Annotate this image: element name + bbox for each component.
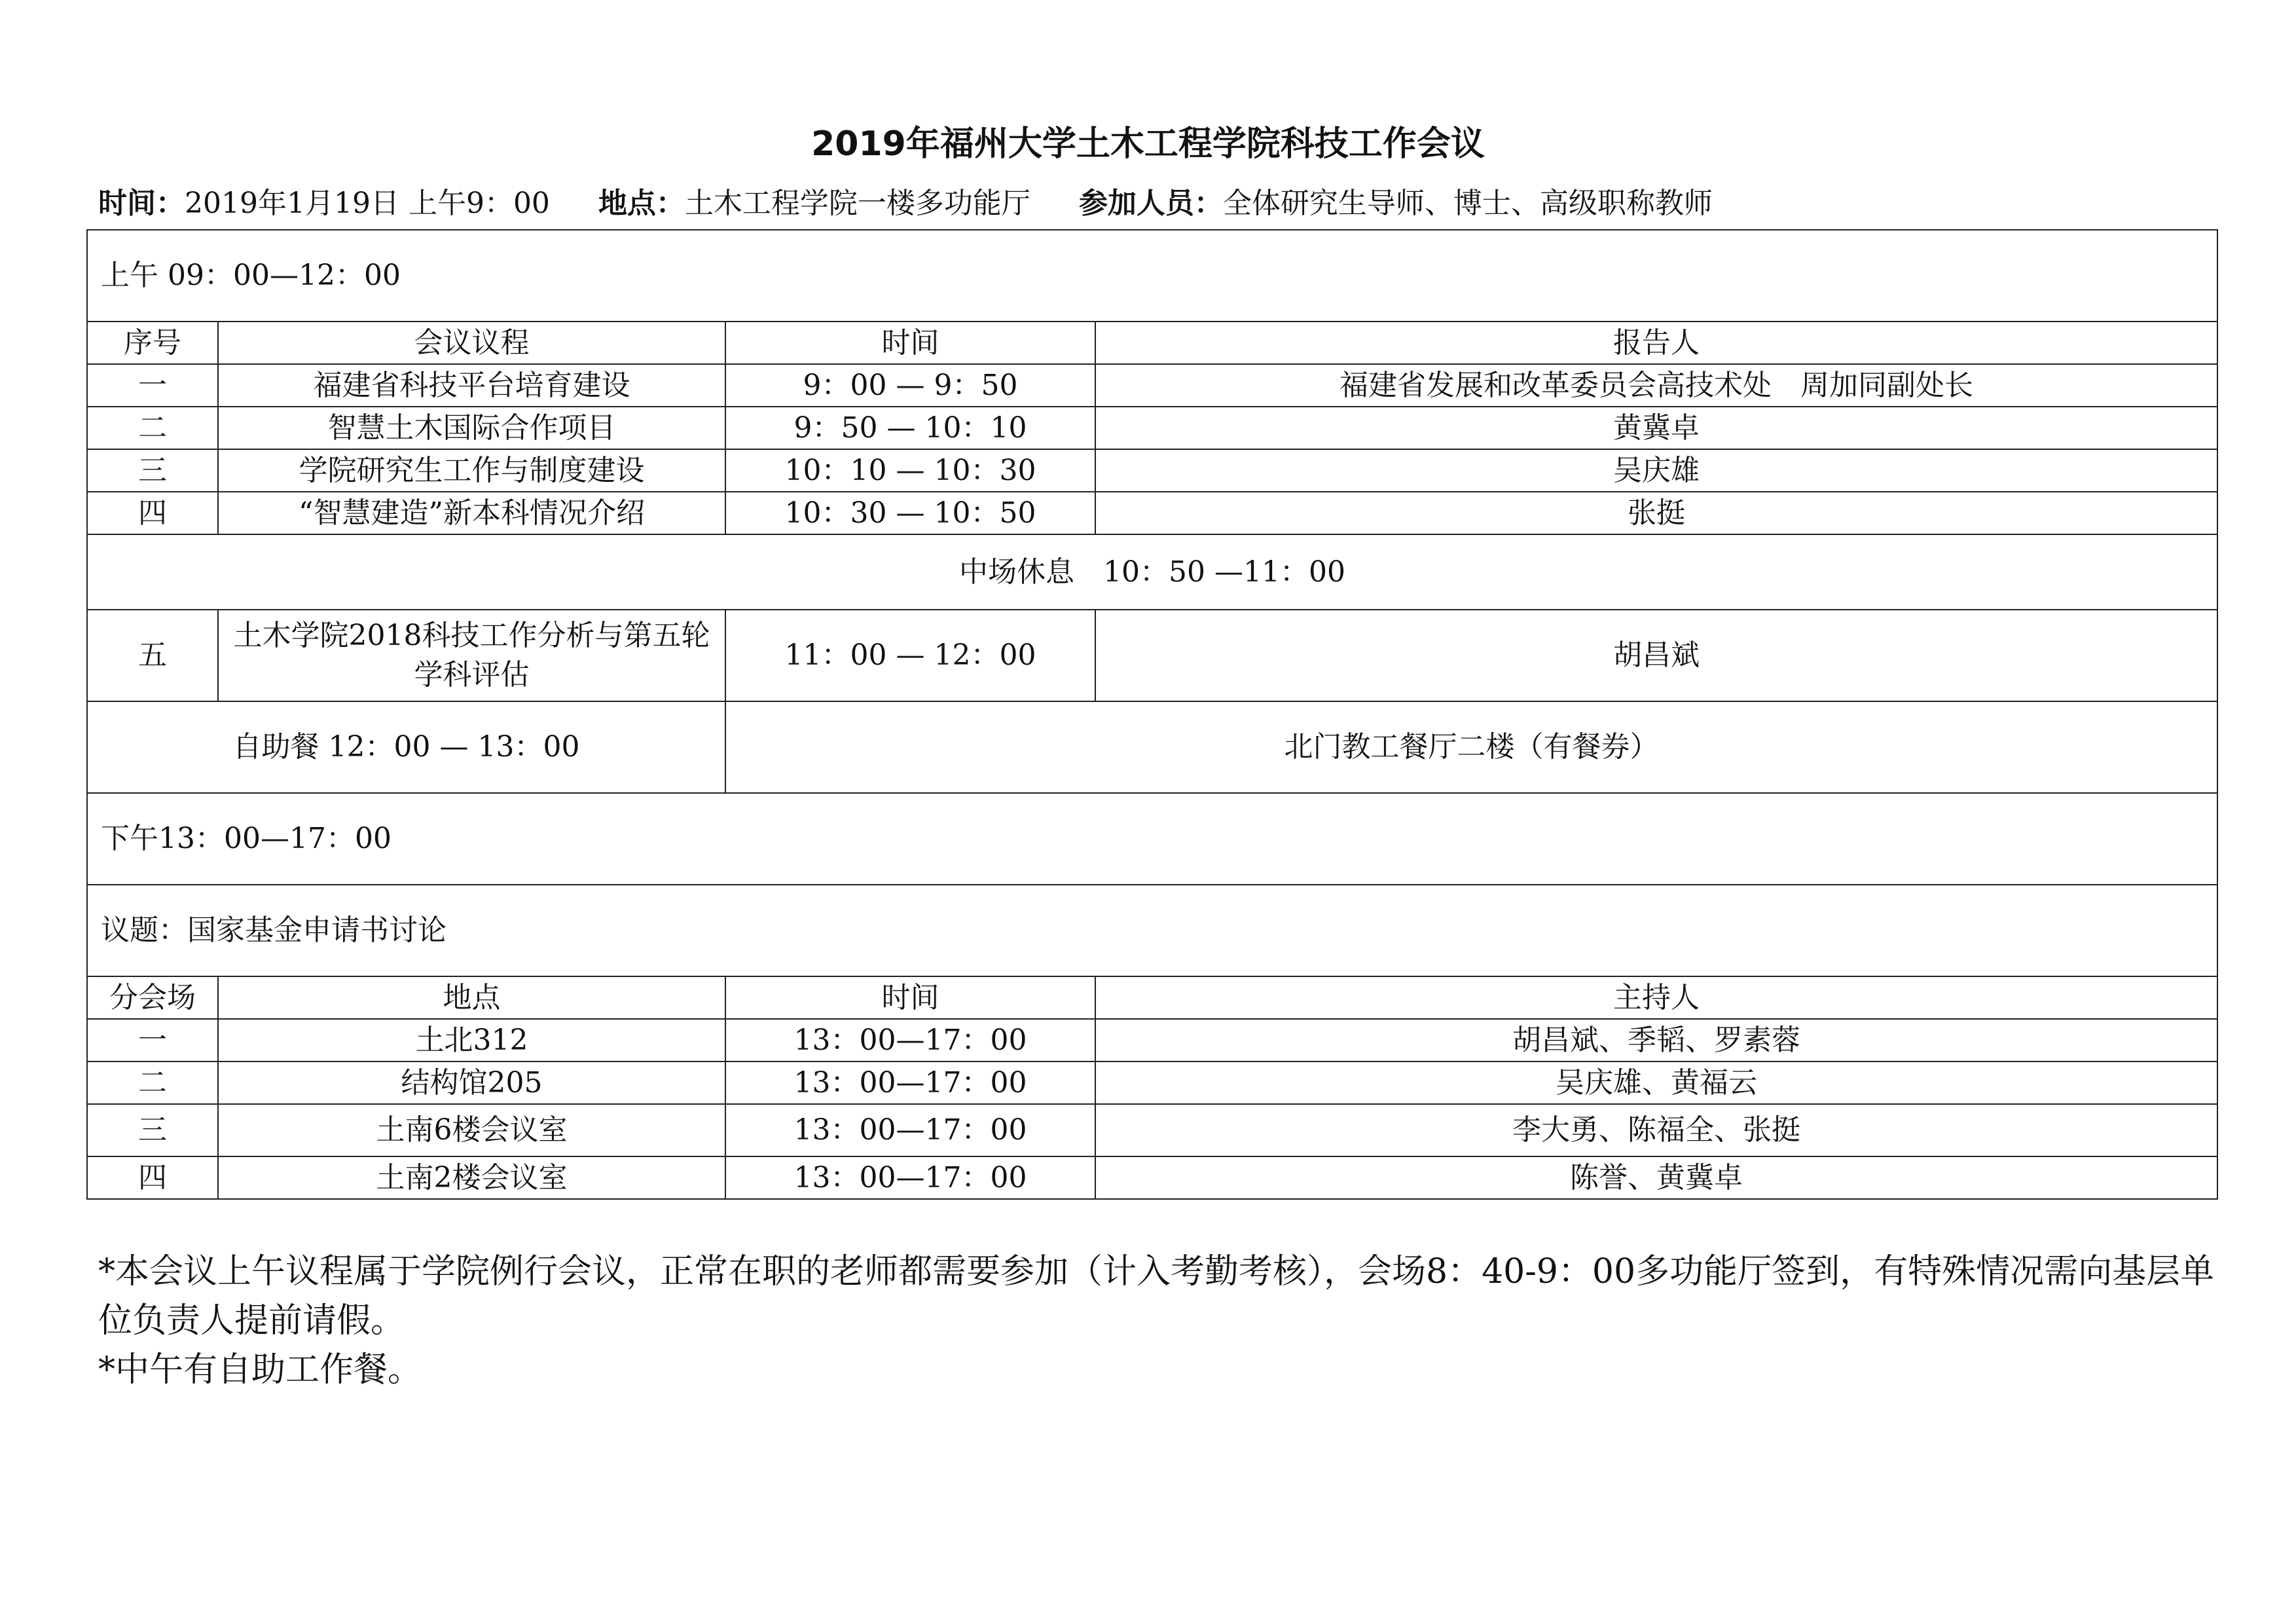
place-label: 地点： [598, 187, 685, 220]
table-row [87, 1019, 2217, 1061]
table-row [87, 407, 2217, 449]
table-row [87, 449, 2217, 492]
lunch-time: 自助餐 12：00 — 13：00 [87, 701, 725, 793]
row-no: 五 [87, 610, 218, 701]
row-topic: 土木学院2018科技工作分析与第五轮学科评估 [218, 610, 725, 701]
row-topic: 福建省科技平台培育建设 [218, 364, 725, 407]
col-header-time: 时间 [725, 322, 1095, 364]
row-speaker: 胡昌斌 [1095, 610, 2217, 701]
row-no: 二 [87, 1061, 218, 1104]
col-header-speaker: 报告人 [1095, 322, 2217, 364]
place-info [598, 187, 1030, 220]
morning-header-row [87, 230, 2217, 322]
row-no: 一 [87, 1019, 218, 1061]
row-host: 胡昌斌、季韬、罗素蓉 [1095, 1019, 2217, 1061]
row-speaker: 黄冀卓 [1095, 407, 2217, 449]
time-info [98, 187, 550, 220]
table-row [87, 364, 2217, 407]
table-row [87, 1104, 2217, 1156]
row-no: 四 [87, 1156, 218, 1199]
row-place: 土南6楼会议室 [218, 1104, 725, 1156]
row-topic: 学院研究生工作与制度建设 [218, 449, 725, 492]
attendees-info [1079, 187, 1713, 220]
row-time: 9：00 — 9：50 [725, 364, 1095, 407]
row-place: 土南2楼会议室 [218, 1156, 725, 1199]
row-no: 三 [87, 1104, 218, 1156]
page-title: 2019年福州大学土木工程学院科技工作会议 [811, 124, 1485, 164]
row-topic: 智慧土木国际合作项目 [218, 407, 725, 449]
morning-header: 上午 09：00—12：00 [87, 230, 2217, 322]
row-host: 陈誉、黄冀卓 [1095, 1156, 2217, 1199]
row-time: 10：30 — 10：50 [725, 492, 1095, 534]
morning-column-header-row [87, 322, 2217, 364]
col-header-no: 序号 [87, 322, 218, 364]
notes [98, 1247, 2226, 1395]
row-speaker: 张挺 [1095, 492, 2217, 534]
col-header-host: 主持人 [1095, 976, 2217, 1019]
note-lunch: *中午有自助工作餐。 [98, 1350, 422, 1390]
col-header-venue-no: 分会场 [87, 976, 218, 1019]
row-speaker: 福建省发展和改革委员会高技术处 周加同副处长 [1095, 364, 2217, 407]
row-host: 吴庆雄、黄福云 [1095, 1061, 2217, 1104]
row-time: 13：00—17：00 [725, 1104, 1095, 1156]
row-topic: “智慧建造”新本科情况介绍 [218, 492, 725, 534]
row-time: 13：00—17：00 [725, 1061, 1095, 1104]
col-header-time: 时间 [725, 976, 1095, 1019]
row-no: 三 [87, 449, 218, 492]
row-time: 10：10 — 10：30 [725, 449, 1095, 492]
place-value: 土木工程学院一楼多功能厅 [684, 187, 1030, 220]
break-cell: 中场休息 10：50 —11：00 [87, 534, 2217, 610]
table-row [87, 1061, 2217, 1104]
break-row [87, 534, 2217, 610]
row-place: 结构馆205 [218, 1061, 725, 1104]
row-time: 13：00—17：00 [725, 1019, 1095, 1061]
row-time: 13：00—17：00 [725, 1156, 1095, 1199]
lunch-row [87, 701, 2217, 793]
lunch-place: 北门教工餐厅二楼（有餐券） [725, 701, 2217, 793]
schedule-table [86, 229, 2218, 1200]
row-speaker: 吴庆雄 [1095, 449, 2217, 492]
attendees-label: 参加人员： [1078, 187, 1223, 220]
afternoon-header: 下午13：00—17：00 [87, 793, 2217, 885]
row-time: 11：00 — 12：00 [725, 610, 1095, 701]
col-header-place: 地点 [218, 976, 725, 1019]
row-no: 一 [87, 364, 218, 407]
table-row [87, 1156, 2217, 1199]
afternoon-column-header-row [87, 976, 2217, 1019]
afternoon-topic-row [87, 885, 2217, 976]
note-attendance: *本会议上午议程属于学院例行会议，正常在职的老师都需要参加（计入考勤考核），会场8：40-9：00多功能厅签到，有特殊情况需向基层单位负责人提前请假。 [98, 1252, 2215, 1340]
time-value: 2019年1月19日 上午9：00 [185, 187, 550, 220]
row-time: 9：50 — 10：10 [725, 407, 1095, 449]
afternoon-topic: 议题：国家基金申请书讨论 [87, 885, 2217, 976]
meeting-info [98, 181, 2226, 227]
attendees-value: 全体研究生导师、博士、高级职称教师 [1222, 187, 1713, 220]
row-no: 四 [87, 492, 218, 534]
row-no: 二 [87, 407, 218, 449]
col-header-topic: 会议议程 [218, 322, 725, 364]
row-place: 土北312 [218, 1019, 725, 1061]
row-host: 李大勇、陈福全、张挺 [1095, 1104, 2217, 1156]
time-label: 时间： [98, 187, 185, 220]
table-row [87, 492, 2217, 534]
afternoon-header-row [87, 793, 2217, 885]
table-row [87, 610, 2217, 701]
